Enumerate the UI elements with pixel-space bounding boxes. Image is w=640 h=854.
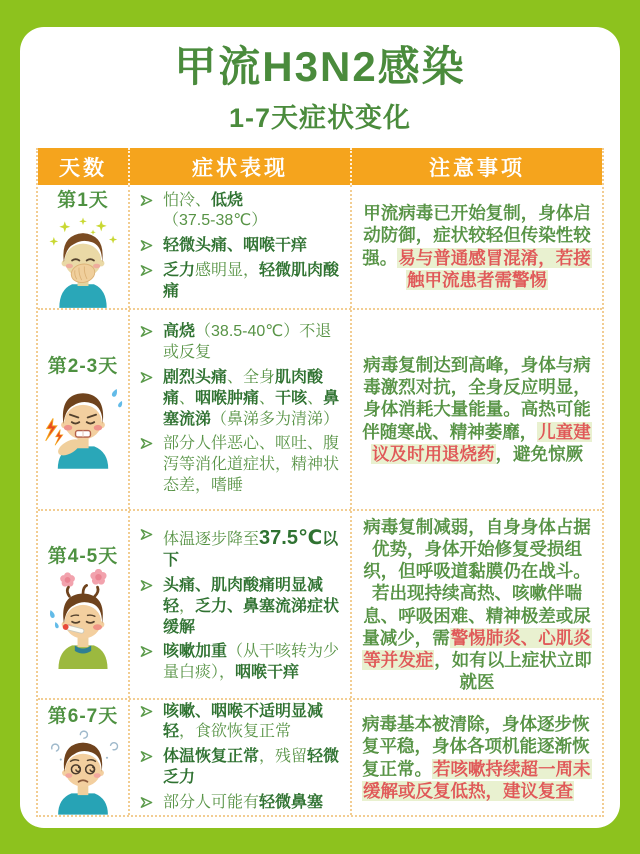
symptom-list	[140, 187, 344, 307]
day-label: 第6-7天	[47, 705, 119, 727]
sweat-drops-icon	[48, 609, 59, 628]
table-row-day6-7	[38, 698, 602, 815]
symptom-list	[140, 318, 344, 500]
symptom-item: 剧烈头痛、全身肌肉酸痛、咽喉肿痛、干咳、鼻塞流涕（鼻涕多为清涕）	[140, 368, 344, 430]
note-text: 病毒复制减弱，自身身体占据优势，身体开始修复受损组织，但呼吸道黏膜仍在战斗。若出现持续高热、咳嗽伴喘息、呼吸困难、精神极差或尿量减少，需警惕肺炎、心肌炎等并发症，如有以上症状立即就医	[362, 516, 592, 693]
symptoms-cell	[128, 185, 350, 308]
symptom-item: 部分人可能有轻微鼻塞	[140, 793, 344, 814]
symptom-list	[140, 700, 344, 815]
symptom-table	[36, 148, 604, 817]
stars-icon	[49, 217, 117, 245]
arrow-bullet-icon	[140, 324, 153, 337]
symptom-item: 咳嗽加重（从干咳转为少量白痰），咽喉干痒	[140, 642, 344, 684]
flower-puffs-icon	[60, 569, 106, 587]
day-cell	[38, 310, 128, 509]
symptom-item: 轻微头痛、咽喉干痒	[140, 236, 344, 257]
arrow-bullet-icon	[140, 436, 153, 449]
notes-cell	[350, 700, 602, 815]
arrow-bullet-icon	[140, 370, 153, 383]
symptom-item: 高烧（38.5-40℃）不退或反复	[140, 322, 344, 364]
header-notes: 注意事项	[350, 148, 602, 185]
arrow-bullet-icon	[140, 578, 153, 591]
table-row-day1	[38, 185, 602, 308]
arrow-bullet-icon	[140, 263, 153, 276]
table-row-day4-5	[38, 509, 602, 698]
symptom-item: 部分人伴恶心、呕吐、腹泻等消化道症状，精神状态差，嗜睡	[140, 434, 344, 496]
day-cell	[38, 511, 128, 698]
symptom-item: 体温逐步降至37.5℃以下	[140, 525, 344, 572]
symptom-item: 头痛、肌肉酸痛明显减轻，乏力、鼻塞流涕症状缓解	[140, 576, 344, 638]
arrow-bullet-icon	[140, 704, 153, 717]
table-row-day2-3	[38, 308, 602, 509]
symptom-item: 体温恢复正常，残留轻微乏力	[140, 747, 344, 789]
note-text: 甲流病毒已开始复制，身体启动防御，症状较轻但传染性较强。易与普通感冒混淆，若接触甲流患者需警惕	[362, 203, 591, 290]
notes-cell	[350, 185, 602, 308]
day4-5-thermometer-boy-illustration	[42, 569, 124, 669]
header-symptoms: 症状表现	[128, 148, 350, 185]
notes-cell	[350, 511, 602, 698]
arrow-bullet-icon	[140, 527, 153, 540]
arrow-bullet-icon	[140, 238, 153, 251]
day-label: 第1天	[57, 190, 109, 211]
arrow-bullet-icon	[140, 795, 153, 808]
symptom-list	[140, 521, 344, 688]
note-text: 病毒基本被清除，身体逐步恢复平稳，身体各项机能逐渐恢复正常。若咳嗽持续超一周未缓解或反复低热，建议复查	[362, 714, 591, 801]
day2-3-pain-boy-illustration	[41, 379, 125, 469]
sweat-drops-icon	[111, 388, 123, 408]
symptom-item: 乏力感明显，轻微肌肉酸痛	[140, 261, 344, 303]
arrow-bullet-icon	[140, 749, 153, 762]
table-header-row	[38, 148, 602, 185]
arrow-bullet-icon	[140, 644, 153, 657]
page-subtitle: 1-7天症状变化	[228, 103, 412, 134]
symptom-item: 咳嗽、咽喉不适明显减轻，食欲恢复正常	[140, 702, 344, 744]
notes-cell	[350, 310, 602, 509]
lightning-pain-icon	[46, 418, 63, 445]
day6-7-dizzy-boy-illustration	[43, 729, 123, 815]
symptom-item: 怕冷、低烧（37.5-38℃）	[140, 191, 344, 233]
symptoms-cell	[128, 700, 350, 815]
day-cell	[38, 185, 128, 308]
day-label: 第2-3天	[47, 355, 119, 377]
day-label: 第4-5天	[47, 545, 119, 567]
page-title: 甲流H3N2感染	[174, 43, 466, 90]
header-days: 天数	[59, 156, 107, 180]
arrow-bullet-icon	[140, 193, 153, 206]
day-cell	[38, 700, 128, 815]
day1-sick-boy-illustration	[42, 213, 124, 308]
symptoms-cell	[128, 310, 350, 509]
content-card	[20, 27, 620, 828]
note-text: 病毒复制达到高峰，身体与病毒激烈对抗，全身反应明显，身体消耗大量能量。高热可能伴随寒战、精神萎靡，儿童建议及时用退烧药，避免惊厥	[362, 354, 591, 464]
symptoms-cell	[128, 511, 350, 698]
